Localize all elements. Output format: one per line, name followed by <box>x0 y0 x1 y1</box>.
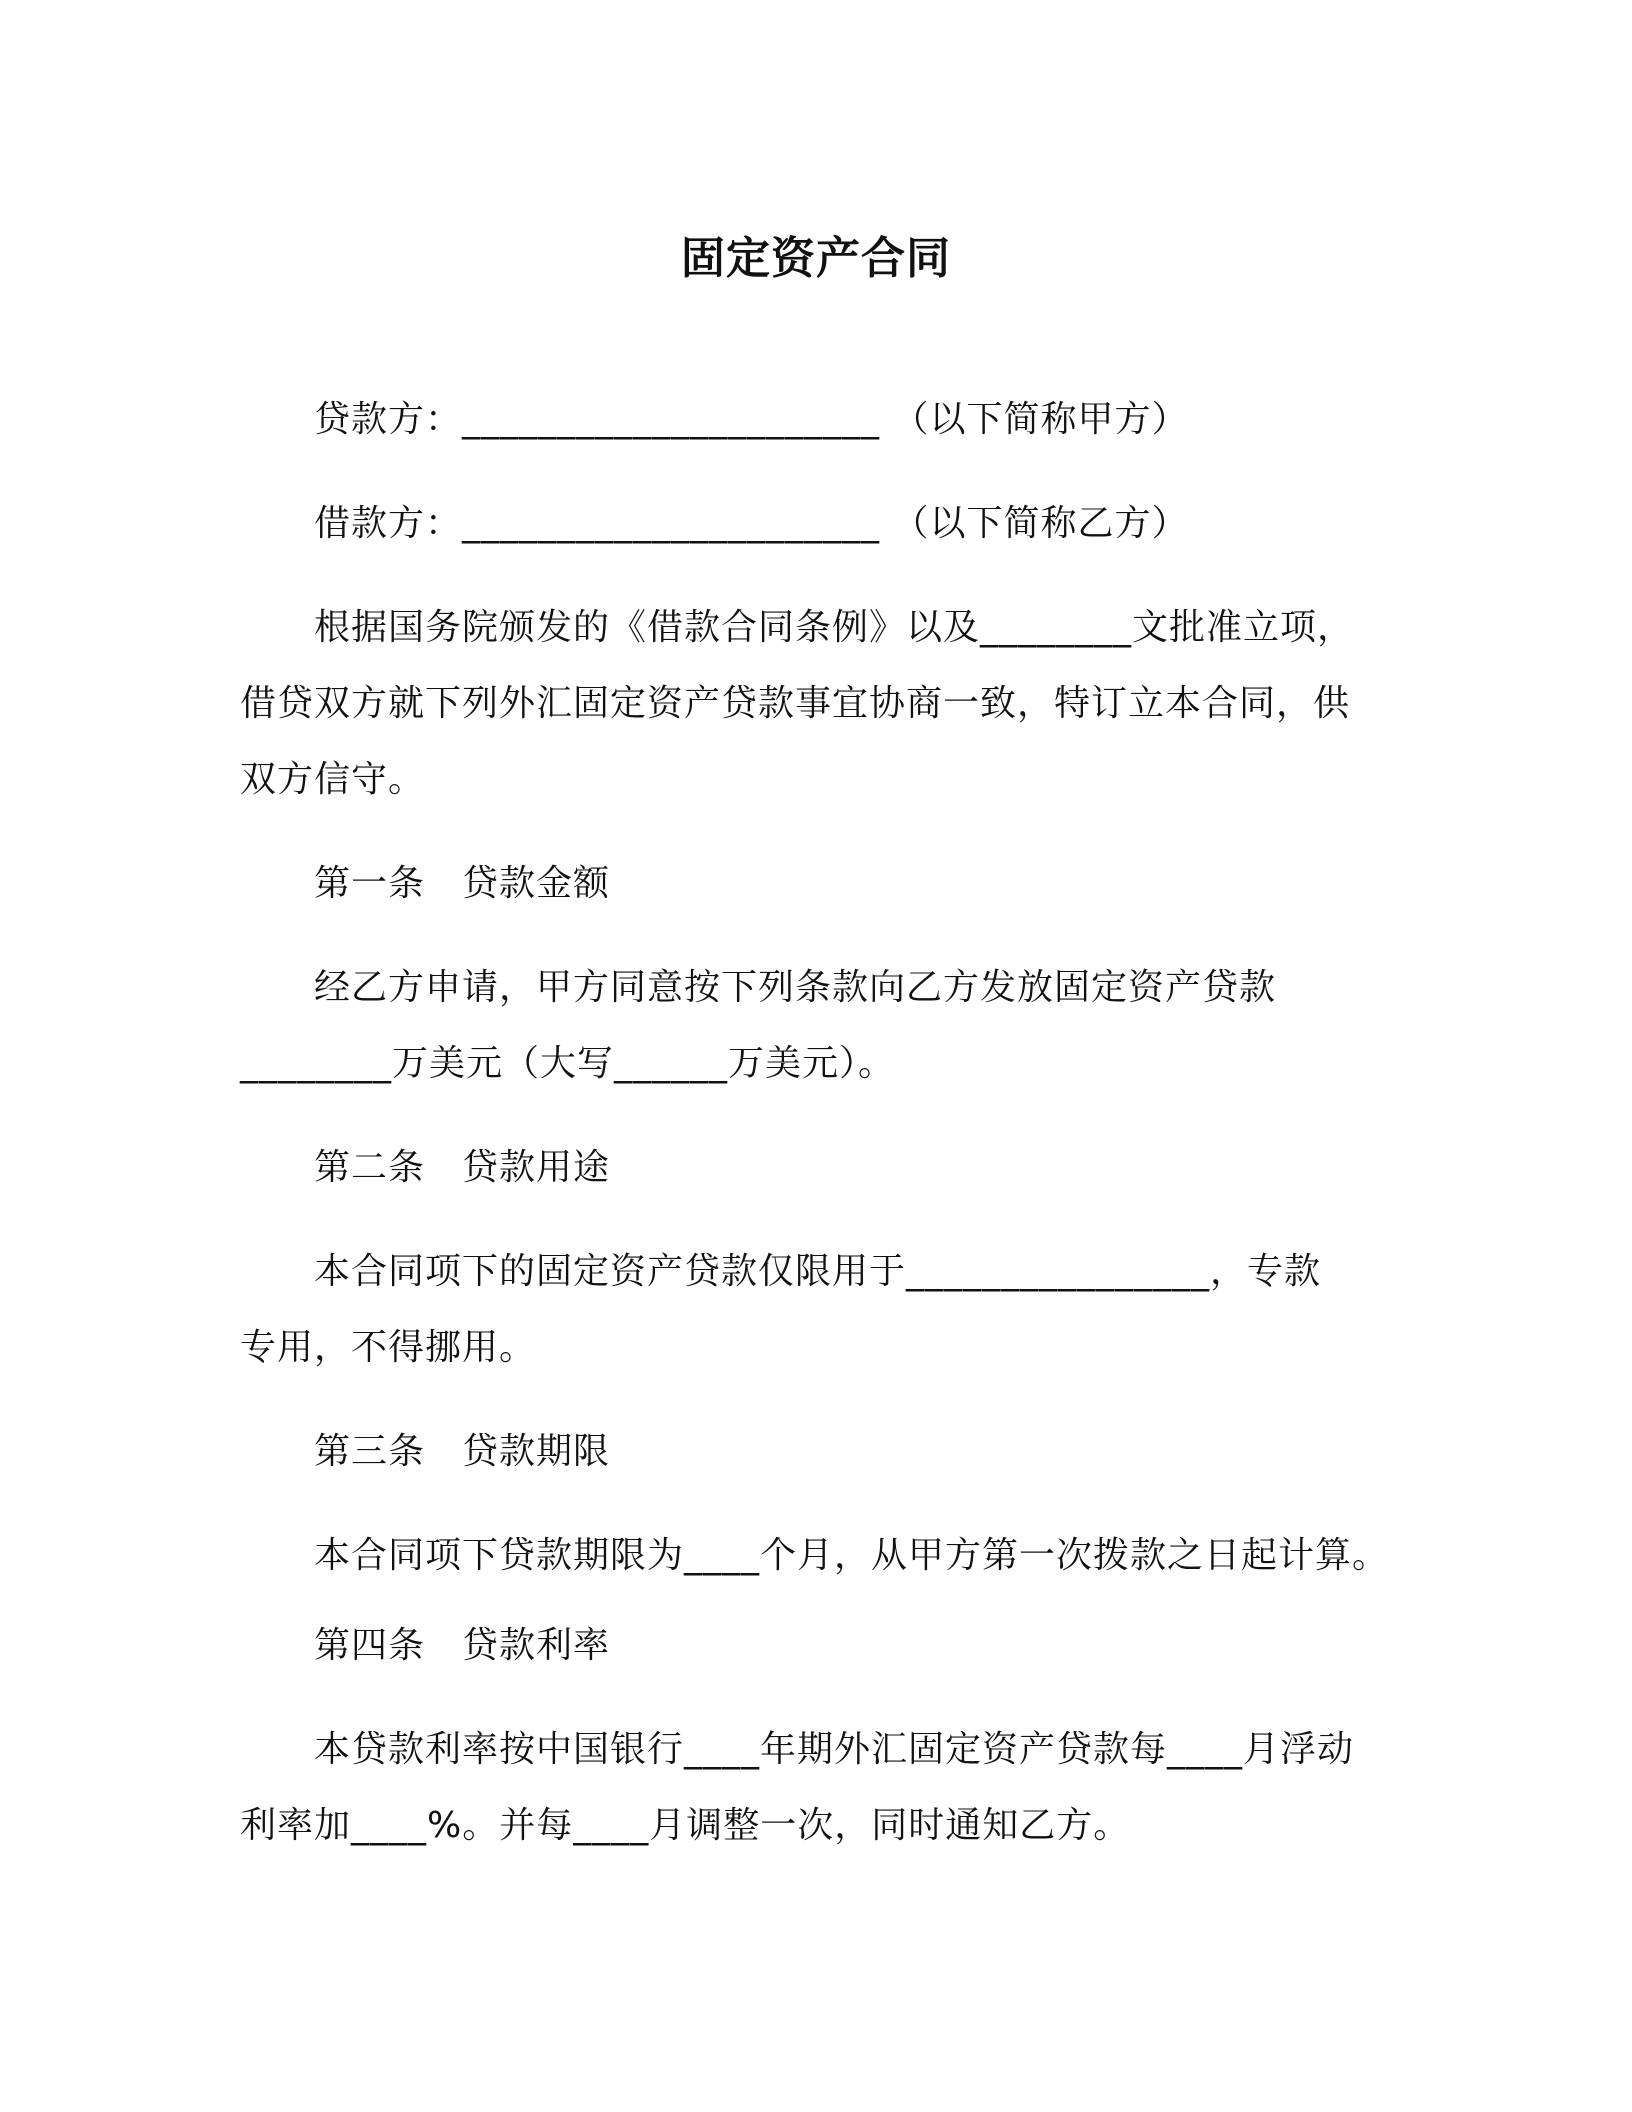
article-4-heading <box>314 1608 610 1684</box>
preamble-line-3: 双方信守。 <box>240 759 426 800</box>
article-2-heading <box>314 1130 610 1206</box>
article-4-title: 贷款利率 <box>462 1625 611 1666</box>
article-3-number: 第三条 <box>314 1431 426 1472</box>
article-3-title: 贷款期限 <box>462 1431 611 1472</box>
article-2-line-2: 专用，不得挪用。 <box>240 1327 537 1368</box>
preamble-line-2: 借贷双方就下列外汇固定资产贷款事宜协商一致，特订立本合同，供 <box>240 683 1351 724</box>
document-title: 固定资产合同 <box>681 233 951 284</box>
article-1-title: 贷款金额 <box>462 863 611 904</box>
article-1-heading <box>314 846 610 922</box>
article-3-line-1: 本合同项下贷款期限为____个月，从甲方第一次拨款之日起计算。 <box>314 1535 1390 1576</box>
article-1-number: 第一条 <box>314 863 426 904</box>
article-4-line-2: 利率加____%。并每____月调整一次，同时通知乙方。 <box>240 1805 1131 1846</box>
article-4-number: 第四条 <box>314 1625 426 1666</box>
article-4-line-1: 本贷款利率按中国银行____年期外汇固定资产贷款每____月浮动 <box>314 1729 1355 1770</box>
article-3-heading <box>314 1414 610 1490</box>
article-1-line-1: 经乙方申请，甲方同意按下列条款向乙方发放固定资产贷款 <box>314 967 1277 1008</box>
lender-line: 贷款方：______________________ （以下简称甲方） <box>314 399 1189 440</box>
article-2-line-1: 本合同项下的固定资产贷款仅限用于________________，专款 <box>314 1251 1322 1292</box>
preamble-line-1: 根据国务院颁发的《借款合同条例》以及________文批准立项， <box>314 607 1355 648</box>
article-2-title: 贷款用途 <box>462 1147 611 1188</box>
article-1-line-2: ________万美元（大写______万美元）。 <box>240 1043 896 1084</box>
borrower-line: 借款方：______________________ （以下简称乙方） <box>314 503 1189 544</box>
article-2-number: 第二条 <box>314 1147 426 1188</box>
